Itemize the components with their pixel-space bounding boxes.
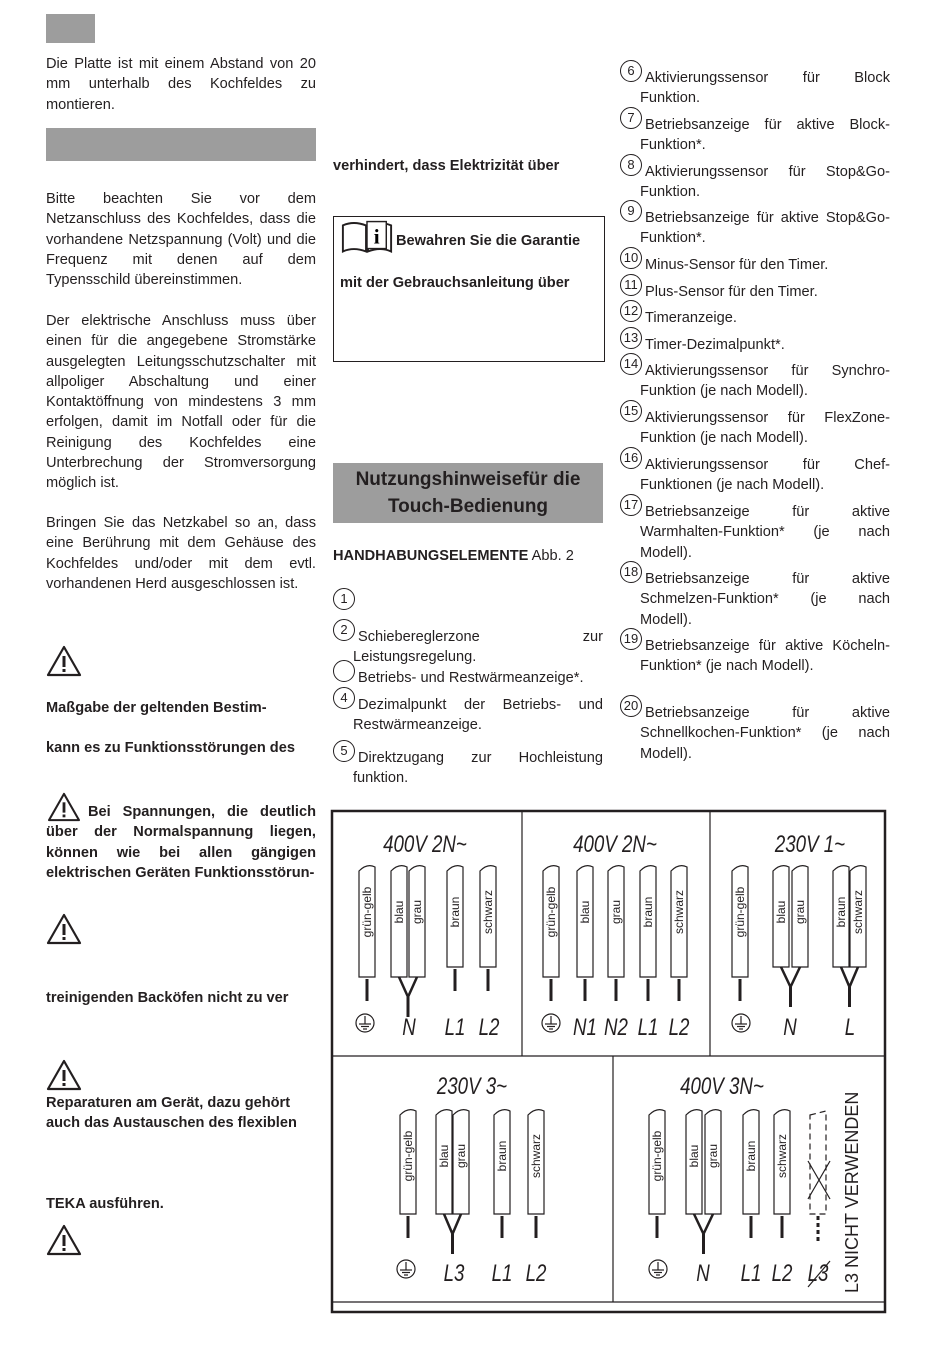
panel-voltage-title: 400V 2N~ — [383, 830, 467, 858]
item-number-badge: 9 — [620, 200, 642, 222]
warranty-info-box — [333, 216, 605, 362]
wire — [480, 866, 496, 967]
terminal-label: L — [844, 1013, 856, 1041]
terminal-label: L2 — [668, 1013, 690, 1041]
wire — [608, 866, 624, 977]
wire — [640, 866, 656, 977]
wire-color-label: grün-gelb — [401, 1130, 415, 1182]
item-number-badge: 14 — [620, 353, 642, 375]
list-item — [620, 63, 890, 109]
panel-voltage-title: 230V 3~ — [436, 1072, 508, 1100]
list-item — [620, 450, 890, 496]
item-text: Timeranzeige. — [645, 310, 737, 326]
wire — [774, 1110, 790, 1214]
terminal-label: L3 — [443, 1259, 465, 1287]
handling-elements-heading — [333, 546, 608, 566]
warning-text-ovens: treinigenden Backöfen nicht zu ver — [46, 990, 289, 1006]
paragraph-voltage-check: Bitte beachten Sie vor dem Netzanschluss des Kochfeldes, dass die vorhandene Netzspannung (Volt) und die Frequenz mit denen auf dem Typensschild übereinstimmen. — [46, 191, 316, 289]
terminal-label: L1 — [740, 1259, 762, 1287]
panel-voltage-title: 400V 2N~ — [573, 830, 657, 858]
warning-overvoltage: Bei Spannungen, die deutlich über der Normalspannung liegen, können wie bei allen gängigen elektrischen Geräten Funktionsstörun- — [46, 802, 316, 883]
wire — [447, 866, 463, 967]
wire-color-label: blau — [774, 900, 788, 924]
item-number-badge: 17 — [620, 494, 642, 516]
wire-color-label: blau — [687, 1144, 701, 1168]
terminal-label: L1 — [637, 1013, 659, 1041]
wire-color-label: grün-gelb — [733, 886, 747, 938]
wire-color-label: schwarz — [481, 889, 495, 935]
terminal-label: N1 — [573, 1013, 597, 1041]
wire — [494, 1110, 510, 1214]
list-item — [333, 668, 603, 688]
wire — [359, 866, 375, 977]
wire — [671, 866, 687, 977]
wire-color-label: grün-gelb — [650, 1130, 664, 1182]
wire — [436, 1110, 452, 1214]
terminal-label: N — [402, 1013, 416, 1041]
warning-icon — [46, 792, 82, 822]
info-text-line1: Bewahren Sie die Garantie — [396, 233, 581, 249]
info-text-line2: mit der Gebrauchsanleitung über — [340, 275, 570, 291]
terminal-label: N2 — [604, 1013, 628, 1041]
text-electricity-line: verhindert, dass Elektrizität über — [333, 158, 560, 174]
wire-color-label: grau — [793, 899, 807, 925]
list-item — [620, 403, 890, 449]
terminal-label: L2 — [525, 1259, 547, 1287]
item-text: Schiebereglerzone zur Leistungsregelung. — [353, 629, 603, 666]
wire — [732, 866, 748, 977]
item-number-badge: 18 — [620, 561, 642, 583]
panel-voltage-title: 400V 3N~ — [680, 1072, 764, 1100]
item-text: Betriebsanzeige für aktive Schmelzen-Funktion* (je nach Modell). — [640, 571, 890, 628]
item-text: Timer-Dezimalpunkt*. — [645, 337, 785, 353]
item-number-badge: 4 — [333, 687, 355, 709]
warning-text-regulations: Maßgabe der geltenden Bestim- — [46, 700, 267, 716]
paragraph-mounting-distance: Die Platte ist mit einem Abstand von 20 mm unterhalb des Kochfeldes zu montieren. — [46, 56, 316, 113]
item-text: Betriebsanzeige für aktive Schnellkochen-Funktion* (je nach Modell). — [640, 705, 890, 762]
wire — [833, 866, 849, 967]
item-number-badge: 10 — [620, 247, 642, 269]
item-text: Aktivierungssensor für Chef-Funktionen (je nach Modell). — [640, 457, 890, 494]
wire-color-label: blau — [392, 900, 406, 924]
wire — [686, 1110, 702, 1214]
list-item — [333, 622, 603, 668]
wire-color-label: grün-gelb — [544, 886, 558, 938]
list-item — [620, 277, 890, 302]
panel-voltage-title: 230V 1~ — [774, 830, 846, 858]
list-item — [620, 203, 890, 249]
section-title: Nutzungshinweisefür die Touch-Bedienung — [355, 469, 581, 517]
wiring-diagram — [330, 809, 887, 1314]
wire-color-label: grau — [609, 899, 623, 925]
wire — [792, 866, 808, 967]
terminal-label: L2 — [771, 1259, 793, 1287]
list-item — [620, 330, 890, 355]
wire — [409, 866, 425, 977]
wire-color-label: schwarz — [851, 889, 865, 935]
wire — [743, 1110, 759, 1214]
item-text: Betriebsanzeige für aktive Warmhalten-Funktion* (je nach Modell). — [640, 504, 890, 561]
wire — [528, 1110, 544, 1214]
wire — [400, 1110, 416, 1214]
item-number-badge: 19 — [620, 628, 642, 650]
item-text: Dezimalpunkt der Betriebs- und Restwärmeanzeige. — [353, 697, 603, 734]
terminal-label: N — [696, 1259, 710, 1287]
list-item — [620, 157, 890, 203]
handling-heading-rest: Abb. 2 — [528, 548, 574, 564]
list-item — [620, 303, 890, 328]
wire — [453, 1110, 469, 1214]
wire-color-label: braun — [641, 896, 655, 928]
list-item — [620, 110, 890, 156]
item-text: Minus-Sensor für den Timer. — [645, 257, 829, 273]
list-item — [620, 631, 890, 677]
wire — [649, 1110, 665, 1214]
item-text: Betriebsanzeige für aktive Köcheln-Funktion* (je nach Modell). — [640, 638, 890, 675]
wire-color-label: blau — [578, 900, 592, 924]
terminal-label: N — [783, 1013, 797, 1041]
warning-icon — [46, 645, 82, 677]
item-number-badge — [333, 660, 355, 682]
item-text: Plus-Sensor für den Timer. — [645, 284, 818, 300]
wire — [850, 866, 866, 967]
item-text: Betriebsanzeige für aktive Block-Funktion*. — [640, 117, 890, 154]
terminal-label: L1 — [491, 1259, 513, 1287]
wire — [391, 866, 407, 977]
wire-color-label: braun — [744, 1140, 758, 1172]
wire — [577, 866, 593, 977]
wire-color-label: grau — [410, 899, 424, 925]
item-number-badge: 16 — [620, 447, 642, 469]
wire-color-label: schwarz — [529, 1133, 543, 1179]
paragraph-circuit-breaker: Der elektrische Anschluss muss über einen für die angegebene Stromstärke ausgelegten Leitungsschutzschalter mit allpoliger Abschaltung und einer Kontaktöffnung von mindestens 3 mm erfolgen, damit im Notfall oder für die Reinigung des Kochfeldes eine Unterbrechung der Stromversorgung möglich ist. — [46, 313, 316, 492]
warning-icon — [46, 1224, 82, 1256]
wire-color-label: schwarz — [775, 1133, 789, 1179]
item-number-badge: 13 — [620, 327, 642, 349]
wire-color-label: grau — [706, 1143, 720, 1169]
touch-section-header — [333, 463, 603, 523]
paragraph-cable-routing: Bringen Sie das Netzkabel so an, dass eine Berührung mit dem Gehäuse des Kochfeldes und/oder mit dem evtl. vorhandenen Herd ausgeschlossen ist. — [46, 515, 316, 592]
item-number-badge: 11 — [620, 274, 642, 296]
item-number-badge: 2 — [333, 619, 355, 641]
warning-icon — [46, 1059, 82, 1091]
wire-color-label: braun — [834, 896, 848, 928]
wire — [705, 1110, 721, 1214]
list-item — [333, 743, 603, 789]
terminal-label: L3 — [807, 1259, 829, 1287]
item-number-badge: 8 — [620, 154, 642, 176]
note-l3-not-used: L3 NICHT VERWENDEN — [842, 1091, 862, 1293]
book-info-icon — [340, 219, 394, 255]
item-number-badge: 6 — [620, 60, 642, 82]
wire-color-label: braun — [448, 896, 462, 928]
wire-color-label: blau — [437, 1144, 451, 1168]
item-text: Aktivierungssensor für FlexZone-Funktion (je nach Modell). — [640, 410, 890, 447]
item-text: Betriebs- und Restwärmeanzeige*. — [358, 670, 584, 686]
item-number-badge: 1 — [333, 588, 355, 610]
wire-color-label: schwarz — [672, 889, 686, 935]
item-text: Aktivierungssensor für Stop&Go-Funktion. — [640, 164, 890, 201]
warning-icon — [46, 913, 82, 945]
item-text: Direktzugang zur Hochleistung funktion. — [353, 750, 603, 787]
list-item — [333, 690, 603, 736]
list-item — [620, 497, 890, 563]
svg-text:i: i — [373, 224, 380, 249]
item-text: Betriebsanzeige für aktive Stop&Go-Funktion*. — [640, 210, 890, 247]
wire-color-label: grau — [454, 1143, 468, 1169]
item-text: Aktivierungssensor für Synchro-Funktion (je nach Modell). — [640, 363, 890, 400]
wire — [773, 866, 789, 967]
item-text: Aktivierungssensor für Block Funktion. — [640, 70, 890, 107]
list-item — [620, 356, 890, 402]
item-number-badge: 7 — [620, 107, 642, 129]
header-grey-block — [46, 14, 95, 43]
list-item — [620, 698, 890, 764]
wire — [543, 866, 559, 977]
item-number-badge: 20 — [620, 695, 642, 717]
item-number-badge: 5 — [333, 740, 355, 762]
wire-color-label: braun — [495, 1140, 509, 1172]
warning-text-malfunction: kann es zu Funktionsstörungen des — [46, 740, 295, 756]
item-number-badge: 15 — [620, 400, 642, 422]
item-number-badge: 12 — [620, 300, 642, 322]
handling-heading-bold: HANDHABUNGSELEMENTE — [333, 548, 529, 564]
warning-text-repairs: Reparaturen am Gerät, dazu gehört auch das Austauschen des flexiblen — [46, 1095, 297, 1132]
terminal-label: L1 — [444, 1013, 466, 1041]
terminal-label: L2 — [478, 1013, 500, 1041]
warning-text-teka: TEKA ausführen. — [46, 1196, 164, 1212]
wire-color-label: grün-gelb — [360, 886, 374, 938]
list-item — [620, 564, 890, 630]
section-header-bar — [46, 128, 316, 161]
list-item — [620, 250, 890, 275]
